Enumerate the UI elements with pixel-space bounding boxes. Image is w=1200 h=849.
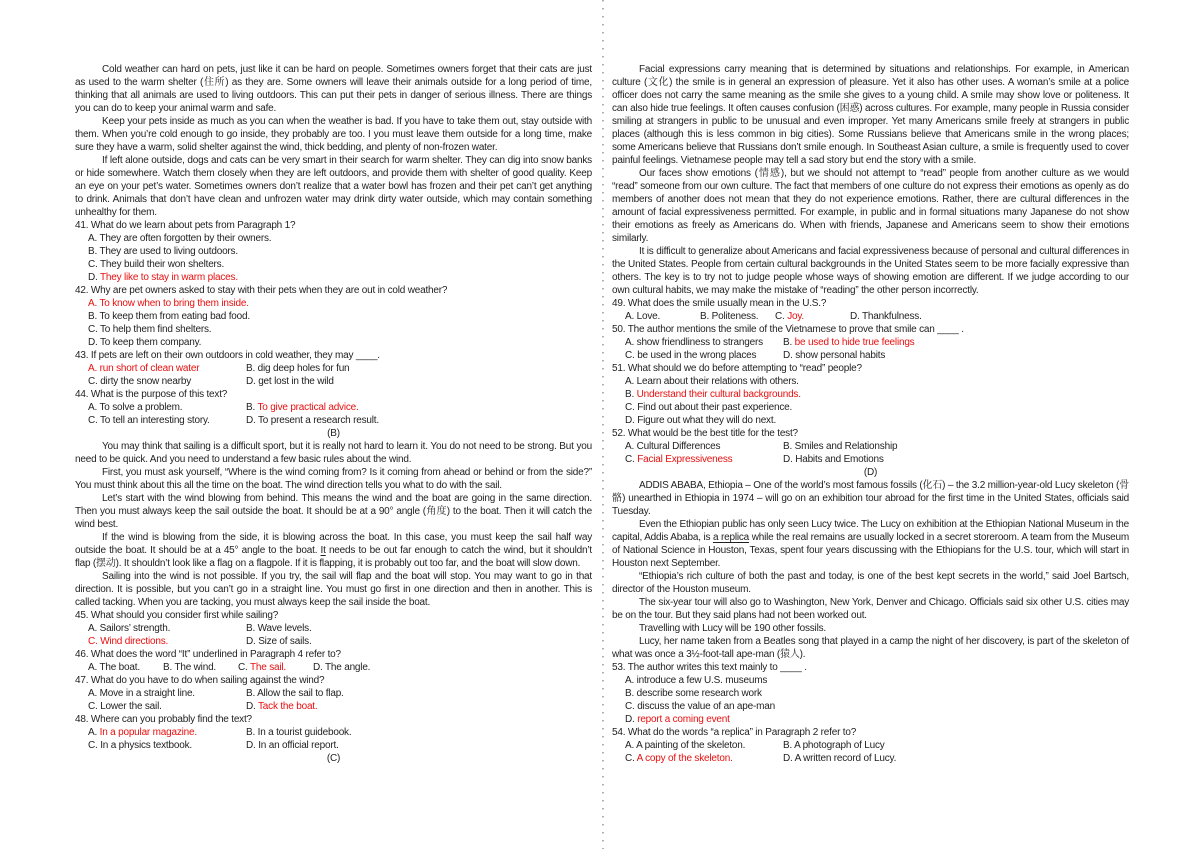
option-letter: B. [246,363,258,374]
option-letter: D. [88,337,100,348]
option-text: Politeness. [711,311,759,322]
option-letter: A. [625,376,637,387]
question-stem-41 [75,219,592,232]
option-53-A [625,674,1129,687]
option-text: show personal habits [795,350,886,361]
option-47-B [246,687,592,700]
question-51 [612,362,1129,427]
option-45-C [88,635,236,648]
option-text: They build their won shelters. [100,259,225,270]
question-number: 52. [612,428,628,439]
question-number: 50. [612,324,628,335]
option-47-A [88,687,236,700]
answer-text-red: A copy of the skeleton. [636,753,733,764]
passage-paragraph [75,492,592,531]
question-options-45 [75,622,592,648]
question-options-53 [612,674,1129,726]
question-stem-text: The author writes this text mainly to ____ . [627,662,807,673]
option-text: Smiles and Relationship [794,441,898,452]
option-letter: D. [625,415,638,426]
option-text: In a tourist guidebook. [257,727,352,738]
option-letter: A. [88,402,100,413]
option-letter: D. [783,454,796,465]
option-text: To solve a problem. [99,402,183,413]
question-options-42 [75,297,592,349]
option-41-C [88,258,592,271]
question-44 [75,388,592,427]
option-letter: D. [850,311,862,322]
question-stem-49 [612,297,1129,310]
option-text: To present a research result. [258,415,379,426]
paragraph-text: It is difficult to generalize about Americans and facial expressiveness because of personal and cultural differences in the United States. People from certain cultural backgrounds in the United States seem to be more facially expressive than others. The key is to try not to judge people whose ways of showing emotion are different. If we judge according to our own cultural habits, we may make the mistake of “reading” the other person incorrectly. [612,246,1129,296]
question-48 [75,713,592,752]
paragraph-text: Travelling with Lucy will be 190 other fossils. [639,623,826,634]
option-text: Find out about their past experience. [637,402,793,413]
option-text: Wave levels. [257,623,312,634]
paragraph-text: Cold weather can hard on pets, just like it can be hard on people. Sometimes owners forget that their cats are just as used to the warm shelter (住所) as they are. Some owners will leave their animals outside for a long period of time, thinking that all animals are used to living outdoors. This can put their pets in danger of serious illness. There are things you can do to keep your animal warm and safe. [75,64,592,114]
option-44-C [88,414,236,427]
question-stem-text: What should you consider first while sailing? [90,610,279,621]
option-letter: D. [313,662,325,673]
answer-text-red: In a popular magazine. [99,727,197,738]
option-text: A written record of Lucy. [794,753,897,764]
option-text: To tell an interesting story. [100,415,210,426]
option-54-B [783,739,1129,752]
passage-paragraph [75,63,592,115]
option-letter: A. [88,298,100,309]
option-text: describe some research work [636,688,762,699]
underlined-word: a replica [712,532,750,543]
option-text: dig deep holes for fun [257,363,350,374]
option-letter: A. [88,727,100,738]
paragraph-text: You may think that sailing is a difficult sport, but it is really not hard to learn it. You do not need to be strong. But you need to be quick. And you need to understand a few basic rules about the wind. [75,441,592,465]
paragraph-text: The six-year tour will also go to Washington, New York, Denver and Chicago. Officials said six other U.S. cities may be on the tour. But they said plans had not been worked out. [612,597,1129,621]
answer-text-red: To know when to bring them inside. [99,298,249,309]
option-49-C [775,310,845,323]
question-stem-text: What would be the best title for the test? [627,428,798,439]
passage [612,479,1129,661]
answer-text-red: run short of clean water [99,363,200,374]
question-stem-43 [75,349,592,362]
question-options-52 [612,440,1129,466]
option-text: Lower the sail. [100,701,162,712]
paragraph-text: Lucy, her name taken from a Beatles song that played in a camp the night of her discovery, is part of the skeleton of what was once a 3½-foot-tall ape-man (猿人). [612,636,1129,660]
question-number: 53. [612,662,628,673]
option-letter: A. [88,662,100,673]
passage-paragraph [75,154,592,219]
option-41-B [88,245,592,258]
option-53-D [625,713,1129,726]
question-46 [75,648,592,674]
question-stem-text: What does the word “It” underlined in Paragraph 4 refer to? [90,649,341,660]
option-54-C [625,752,773,765]
option-letter: C. [238,662,250,673]
option-letter: A. [625,337,637,348]
option-letter: D. [246,376,259,387]
option-text: A photograph of Lucy [794,740,885,751]
option-letter: B. [783,740,795,751]
paragraph-text: while the real remains are usually locked in a secret storeroom. A team from the Museum of National Science in Houston, Texas, spent four years discussing with the Ethiopians for the U.S. tour, which will start in Houston next September. [612,532,1129,569]
option-letter: B. [246,688,258,699]
option-49-A [625,310,695,323]
answer-text-red: report a coming event [637,714,730,725]
question-number: 51. [612,363,628,374]
question-options-43 [75,362,592,388]
paragraph-text: If the wind is blowing from the side, it is blowing across the boat. In this case, you must keep the sail half way outside the boat. It should be at a 45° angle to the boat. [75,532,592,556]
option-53-B [625,687,1129,700]
option-text: discuss the value of an ape-man [637,701,775,712]
option-letter: B. [625,688,637,699]
question-stem-50 [612,323,1129,336]
question-54 [612,726,1129,765]
option-41-D [88,271,592,284]
option-text: They are used to living outdoors. [99,246,238,257]
option-letter: A. [88,233,100,244]
option-letter: B. [783,337,795,348]
answer-text-red: Joy. [787,311,804,322]
option-52-A [625,440,773,453]
option-text: To keep them from eating bad food. [99,311,250,322]
option-letter: D. [625,714,638,725]
passage-paragraph [612,622,1129,635]
question-stem-45 [75,609,592,622]
section-label-b: (B) [327,428,340,439]
option-47-D [246,700,592,713]
option-42-C [88,323,592,336]
option-50-B [783,336,1129,349]
option-50-A [625,336,773,349]
passage-paragraph [75,440,592,466]
question-41 [75,219,592,284]
option-letter: D. [246,701,258,712]
option-50-D [783,349,1129,362]
option-41-A [88,232,592,245]
question-options-54 [612,739,1129,765]
question-stem-48 [75,713,592,726]
passage-paragraph [612,479,1129,518]
option-letter: B. [88,246,100,257]
option-text: show friendliness to strangers [636,337,763,348]
option-letter: B. [246,727,258,738]
passage-paragraph [612,635,1129,661]
option-text: Thankfulness. [862,311,922,322]
option-letter: D. [783,753,795,764]
answer-text-red: To give practical advice. [257,402,359,413]
option-letter: C. [775,311,788,322]
question-options-51 [612,375,1129,427]
option-letter: B. [783,441,795,452]
question-stem-text: Why are pet owners asked to stay with their pets when they are out in cold weather? [90,285,448,296]
passage [612,63,1129,297]
question-options-47 [75,687,592,713]
option-46-D [313,661,383,674]
option-letter: B. [246,402,258,413]
question-options-48 [75,726,592,752]
question-number: 46. [75,649,91,660]
option-letter: B. [163,662,175,673]
option-text: In a physics textbook. [100,740,192,751]
option-42-B [88,310,592,323]
question-options-50 [612,336,1129,362]
option-43-D [246,375,592,388]
option-text: To keep them company. [100,337,202,348]
option-46-A [88,661,158,674]
answer-text-red: Tack the boat. [258,701,318,712]
passage-paragraph [612,245,1129,297]
paragraph-text: Facial expressions carry meaning that is determined by situations and relationships. For example, in American culture (文化) the smile is in general an expression of pleasure. Yet it also has other uses. A woman’s smile at a police officer does not carry the same meaning as the smile she gives to a young child. A smile may show love or politeness. It can also hide true feelings. It often causes confusion (困惑) across cultures. For example, many people in Russia consider smiling at strangers in public to be unusual and even improper. Yet many Americans smile freely at strangers in public places (although this is less common in big cities). Some Russians believe that Americans smile in the wrong places; some Americans believe that Russians don’t smile enough. In Southeast Asian culture, a smile is frequently used to cover painful feelings. Vietnamese people may tell a sad story but end the story with a smile. [612,64,1129,166]
paragraph-text: Sailing into the wind is not possible. If you try, the sail will flap and the boat will stop. You may want to go in that direction. It is possible, but you can’t go in a straight line. You must go first in one direction and then in another. This is called tacking. When you are tacking, you must always keep the sail inside the boat. [75,571,592,608]
question-50 [612,323,1129,362]
passage-paragraph [612,167,1129,245]
option-42-D [88,336,592,349]
question-number: 42. [75,285,91,296]
option-44-A [88,401,236,414]
paragraph-text: Our faces show emotions (情感), but we should not attempt to “read” people from another culture as we would “read” someone from our own culture. The fact that members of one culture do not express their emotions as openly as do members of another does not mean that they do not experience emotions. Rather, there are cultural differences in the amount of facial expressiveness permitted. For example, in public and in formal situations many Japanese do not show their emotions as freely as Americans do. When with friends, Japanese and Americans seem to show their emotions similarly. [612,168,1129,244]
option-48-A [88,726,236,739]
option-text: To help them find shelters. [100,324,212,335]
question-stem-51 [612,362,1129,375]
paragraph-text: needs to be out far enough to catch the wind, but it shouldn’t flap (摆动). It shouldn’t look like a flag on a flagpole. If it is flapping, it is probably out too far, and the boat will slow down. [75,545,592,569]
option-letter: A. [625,675,637,686]
passage-paragraph [75,531,592,570]
paragraph-text: If left alone outside, dogs and cats can be very smart in their search for warm shelter. They can dig into snow banks or hide somewhere. Watch them closely when they are left outdoors, and provide them with shelter of good quality. Keep an eye on your pet’s water. Sometimes owners don’t realize that a water bowl has frozen and their pet can’t get anything to drink. Animals that don’t have clean and unfrozen water may drink dirty water outside, which may contain something unhealthy for them. [75,155,592,218]
answer-text-red: The sail. [250,662,286,673]
option-text: Habits and Emotions [795,454,884,465]
answer-text-red: be used to hide true feelings [794,337,915,348]
option-text: The angle. [325,662,371,673]
question-stem-42 [75,284,592,297]
question-42 [75,284,592,349]
option-text: introduce a few U.S. museums [636,675,768,686]
option-letter: C. [625,753,637,764]
option-52-B [783,440,1129,453]
question-stem-54 [612,726,1129,739]
option-letter: C. [625,350,638,361]
paragraph-text: “Ethiopia’s rich culture of both the past and today, is one of the best kept secrets in the world,” said Joel Bartsch, director of the Houston museum. [612,571,1129,595]
option-text: Allow the sail to flap. [257,688,344,699]
passage-paragraph [612,570,1129,596]
option-54-A [625,739,773,752]
column-right [612,63,1129,765]
underlined-word: It [320,545,326,556]
passage-paragraph [612,63,1129,167]
question-number: 48. [75,714,91,725]
option-text: The boat. [99,662,140,673]
question-number: 47. [75,675,91,686]
option-text: Figure out what they will do next. [637,415,777,426]
paragraph-text: Keep your pets inside as much as you can when the weather is bad. If you have to take them out, stay outside with them. When you’re cold enough to go inside, they probably are too. I you must leave them outside for a long time, make sure they have a warm, solid shelter against the wind, thick bedding, and plenty of non-frozen water. [75,116,592,153]
paragraph-text: ADDIS ABABA, Ethiopia – One of the world’s most famous fossils (化石) – the 3.2 million-year-old Lucy skeleton (骨骼) unearthed in Ethiopia in 1974 – will go on an exhibition tour abroad for the first time in the United States, officials said Tuesday. [612,480,1129,517]
option-letter: D. [246,636,259,647]
option-45-D [246,635,592,648]
option-letter: B. [246,623,258,634]
option-letter: D. [783,350,796,361]
question-number: 54. [612,727,628,738]
question-number: 49. [612,298,628,309]
option-49-B [700,310,770,323]
question-stem-47 [75,674,592,687]
question-stem-46 [75,648,592,661]
question-stem-44 [75,388,592,401]
option-50-C [625,349,773,362]
option-letter: B. [88,311,100,322]
question-47 [75,674,592,713]
option-letter: A. [625,311,637,322]
option-text: get lost in the wild [258,376,334,387]
option-text: In an official report. [258,740,339,751]
option-text: dirty the snow nearby [100,376,192,387]
option-43-C [88,375,236,388]
passage-paragraph [75,115,592,154]
question-43 [75,349,592,388]
option-text: Cultural Differences [636,441,721,452]
option-54-D [783,752,1129,765]
question-52 [612,427,1129,466]
option-letter: D. [88,272,100,283]
paragraph-text: Let’s start with the wind blowing from behind. This means the wind and the boat are going in the same direction. Then you must always keep the sail outside the boat. It should be at a 90° angle (角度) to the boat. Then it will catch the wind best. [75,493,592,530]
passage [75,440,592,609]
option-42-A [88,297,592,310]
option-51-C [625,401,1129,414]
passage-paragraph [612,596,1129,622]
option-text: The wind. [174,662,217,673]
option-letter: A. [88,363,100,374]
question-stem-text: What do we learn about pets from Paragraph 1? [90,220,296,231]
option-45-B [246,622,592,635]
option-letter: C. [88,259,100,270]
question-options-49 [612,310,1129,323]
option-letter: A. [88,623,100,634]
option-letter: C. [88,701,101,712]
option-letter: A. [88,688,100,699]
option-letter: D. [246,740,259,751]
option-51-A [625,375,1129,388]
option-letter: C. [625,402,638,413]
option-letter: B. [700,311,712,322]
paragraph-text: First, you must ask yourself, “Where is the wind coming from? Is it coming from ahead or behind or from the side?” You must think about this all the time on the boat. The wind direction tells you what to do with the sail. [75,467,592,491]
option-43-A [88,362,236,375]
option-letter: C. [625,701,638,712]
option-letter: A. [625,441,637,452]
question-stem-52 [612,427,1129,440]
option-text: A painting of the skeleton. [636,740,746,751]
section-label-d: (D) [863,467,878,478]
question-stem-text: What does the smile usually mean in the U.S.? [627,298,827,309]
option-text: Size of sails. [258,636,312,647]
option-letter: C. [88,324,100,335]
question-stem-text: What should we do before attempting to “read” people? [627,363,862,374]
option-letter: C. [88,376,101,387]
question-45 [75,609,592,648]
option-43-B [246,362,592,375]
answer-text-red: Understand their cultural backgrounds. [636,389,801,400]
question-stem-text: If pets are left on their own outdoors in cold weather, they may ____. [90,350,380,361]
question-49 [612,297,1129,323]
answer-text-red: They like to stay in warm places. [100,272,238,283]
question-53 [612,661,1129,726]
option-text: Sailors’ strength. [99,623,171,634]
option-53-C [625,700,1129,713]
option-51-D [625,414,1129,427]
option-letter: C. [625,454,638,465]
answer-text-red: Wind directions. [100,636,169,647]
paragraph-text: Even the Ethiopian public has only seen Lucy twice. The Lucy on exhibition at the Ethiopian National Museum in the capital, Addis Ababa, is [612,519,1129,543]
option-47-C [88,700,236,713]
option-52-C [625,453,773,466]
question-stem-text: What do you have to do when sailing against the wind? [90,675,325,686]
option-44-B [246,401,592,414]
option-text: Learn about their relations with others. [636,376,799,387]
question-stem-text: What is the purpose of this text? [90,389,228,400]
question-options-46 [75,661,592,674]
passage-paragraph [75,466,592,492]
question-stem-text: Where can you probably find the text? [90,714,252,725]
option-52-D [783,453,1129,466]
option-44-D [246,414,592,427]
option-text: be used in the wrong places [637,350,757,361]
column-divider-dotted-line [602,0,604,849]
question-stem-text: What do the words “a replica” in Paragraph 2 refer to? [627,727,857,738]
question-number: 45. [75,610,91,621]
question-stem-text: The author mentions the smile of the Vietnamese to prove that smile can ____ . [627,324,964,335]
column-left [75,63,592,765]
question-number: 41. [75,220,91,231]
question-options-41 [75,232,592,284]
option-49-D [850,310,922,323]
question-number: 43. [75,350,91,361]
option-text: Move in a straight line. [99,688,195,699]
option-letter: C. [88,636,101,647]
option-text: They are often forgotten by their owners. [99,233,272,244]
question-number: 44. [75,389,91,400]
option-45-A [88,622,236,635]
option-letter: D. [246,415,258,426]
option-letter: B. [625,389,637,400]
option-letter: C. [88,415,100,426]
option-51-B [625,388,1129,401]
option-letter: A. [625,740,637,751]
answer-text-red: Facial Expressiveness [637,454,733,465]
passage-paragraph [612,518,1129,570]
passage [75,63,592,219]
question-stem-53 [612,661,1129,674]
option-letter: C. [88,740,101,751]
passage-paragraph [75,570,592,609]
option-46-C [238,661,308,674]
option-48-C [88,739,236,752]
option-text: Love. [636,311,661,322]
section-label-c: (C) [326,753,341,764]
question-options-44 [75,401,592,427]
option-48-B [246,726,592,739]
option-46-B [163,661,233,674]
option-48-D [246,739,592,752]
